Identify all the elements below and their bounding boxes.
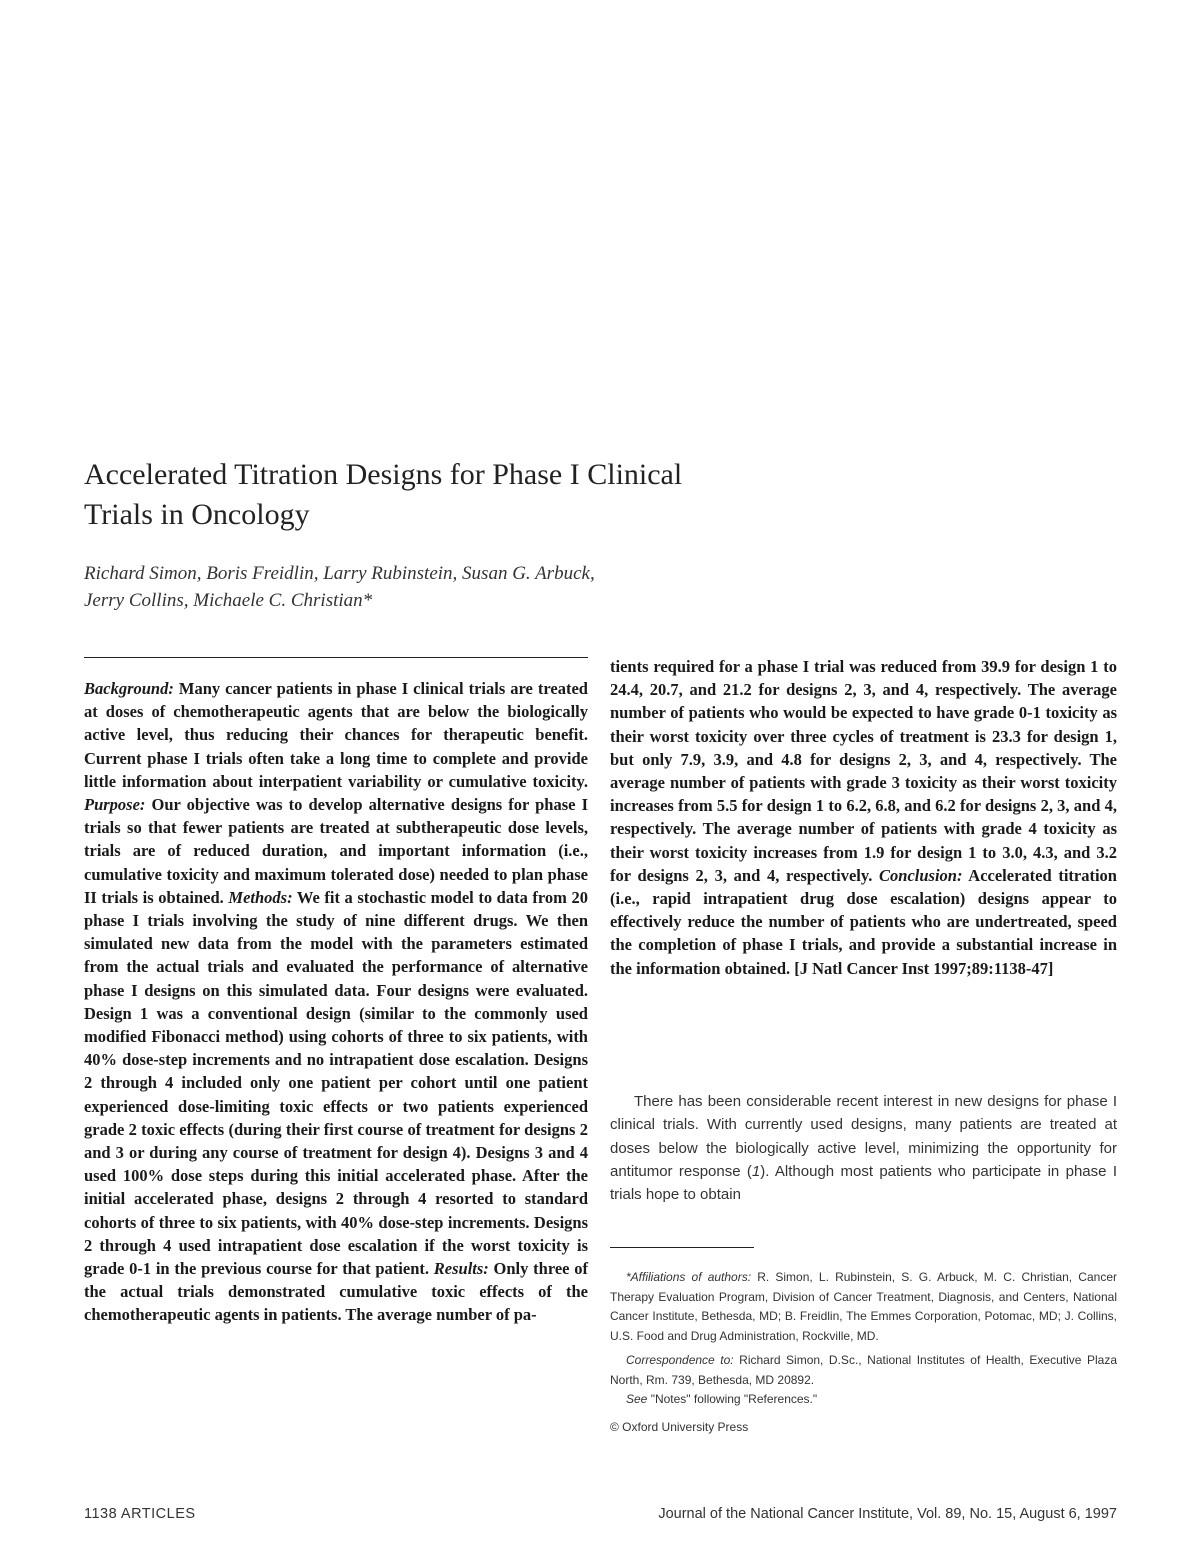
results-label: Results: [433, 1259, 489, 1279]
affiliations-text: R. Simon, L. Rubinstein, S. G. Arbuck, M. C. Christian, Cancer Therapy Evaluation Program, Division of Cancer Treatment, Diagnosis, and Centers, National Cancer Institute, Bethesda, MD; B. Freidlin, The Emmes Corporation, Potomac, MD; J. Collins, U.S. Food and Drug Administration, Rockville, MD. [610, 1270, 1117, 1343]
article-title-line-1: Accelerated Titration Designs for Phase I Clinical [84, 458, 683, 491]
background-label: Background: [84, 679, 174, 698]
page-footer-section: 1138 ARTICLES [84, 1506, 196, 1522]
methods-label: Methods: [228, 887, 293, 907]
abstract-column-right [610, 655, 1117, 980]
methods-text: We fit a stochastic model to data from 20 phase I trials involving the study of nine different drugs. We then simulated new data from the model with the parameters estimated from the actual trials and evaluated the performance of alternative phase I designs on this simulated data. Four designs were evaluated. Design 1 was a conventional design (similar to the commonly used modified Fibonacci method) using cohorts of three to six patients, with 40% dose-step increments and no intrapatient dose escalation. Designs 2 through 4 included only one patient per cohort until one patient experienced dose-limiting toxic effects or two patients experienced grade 2 toxic effects (during their first course of treatment for designs 2 and 3 or during any course of treatment for design 4). Designs 3 and 4 used 100% dose steps during this initial accelerated phase. After the initial accelerated phase, designs 2 through 4 resorted to standard cohorts of three to six patients, with 40% dose-step increments. Designs 2 through 4 used intrapatient dose escalation if the worst toxicity is grade 0-1 in the previous course for that patient. [84, 887, 589, 1279]
see-notes-footnote [610, 1390, 1117, 1410]
page-footer-citation: Journal of the National Cancer Institute, Vol. 89, No. 15, August 6, 1997 [658, 1506, 1117, 1522]
abstract-column-left [84, 677, 588, 1327]
author-list-line-1: Richard Simon, Boris Freidlin, Larry Rubinstein, Susan G. Arbuck, [84, 563, 595, 584]
conclusion-label: Conclusion: [879, 865, 963, 885]
purpose-text: Our objective was to develop alternative designs for phase I trials so that fewer patients are treated at subtherapeutic dose levels, trials are of reduced duration, and important information (i.e., cumulative toxicity and maximum tolerated dose) needed to plan phase II trials is obtained. [84, 795, 588, 907]
reference-citation: 1 [751, 1162, 761, 1180]
correspondence-label: Correspondence to: [626, 1353, 734, 1367]
copyright-notice: © Oxford University Press [610, 1419, 749, 1434]
author-list [84, 560, 844, 614]
background-text: Many cancer patients in phase I clinical trials are treated at doses of chemotherapeutic agents that are below the biologically active level, thus reducing their chances for therapeutic benefit. Current phase I trials often take a long time to complete and provide little information about interpatient variability or cumulative toxicity. [84, 679, 588, 791]
article-title-line-2: Trials in Oncology [84, 498, 310, 531]
introduction-paragraph [610, 1090, 1117, 1206]
see-label: See [626, 1392, 648, 1406]
affiliations-label: *Affiliations of authors: [626, 1270, 752, 1284]
footnote-separator-rule [610, 1247, 754, 1248]
intro-text-end: ). Although most patients who participate in phase I trials hope to obtain [610, 1162, 1117, 1204]
see-text: "Notes" following "References." [647, 1392, 818, 1406]
intro-text-start: There has been considerable recent interest in new designs for phase I clinical trials. With currently used designs, many patients are treated at doses below the biologically active level, minimizing the opportunity for antitumor response ( [610, 1093, 1117, 1180]
results-text-part-1: Only three of the actual trials demonstrated cumulative toxic effects of the chemotherapeutic agents in patients. The average number of pa- [84, 1259, 588, 1325]
abstract-top-rule [84, 657, 588, 658]
affiliations-footnote [610, 1268, 1117, 1346]
purpose-label: Purpose: [84, 795, 146, 815]
conclusion-text: Accelerated titration (i.e., rapid intrapatient drug dose escalation) designs appear to effectively reduce the number of patients who are undertreated, speed the completion of phase I trials, and provide a substantial increase in the information obtained. [J Natl Cancer Inst 1997;89:1138-47] [610, 865, 1117, 978]
author-list-line-2: Jerry Collins, Michaele C. Christian* [84, 590, 373, 611]
results-text-part-2: tients required for a phase I trial was reduced from 39.9 for design 1 to 24.4, 20.7, and 21.2 for designs 2, 3, and 4, respectively. The average number of patients who would be expected to have grade 0-1 toxicity as their worst toxicity over three cycles of treatment is 23.3 for design 1, but only 7.9, 3.9, and 4.8 for designs 2, 3, and 4, respectively. The average number of patients with grade 3 toxicity as their worst toxicity increases from 5.5 for design 1 to 6.2, 6.8, and 6.2 for designs 2, 3, and 4, respectively. The average number of patients with grade 4 toxicity as their worst toxicity increases from 1.9 for design 1 to 3.0, 4.3, and 3.2 for designs 2, 3, and 4, respectively. [610, 657, 1117, 885]
footnotes [610, 1268, 1117, 1437]
article-title [84, 455, 844, 535]
correspondence-text: Richard Simon, D.Sc., National Institutes of Health, Executive Plaza North, Rm. 739, Bethesda, MD 20892. [610, 1353, 1117, 1387]
correspondence-footnote [610, 1351, 1117, 1390]
